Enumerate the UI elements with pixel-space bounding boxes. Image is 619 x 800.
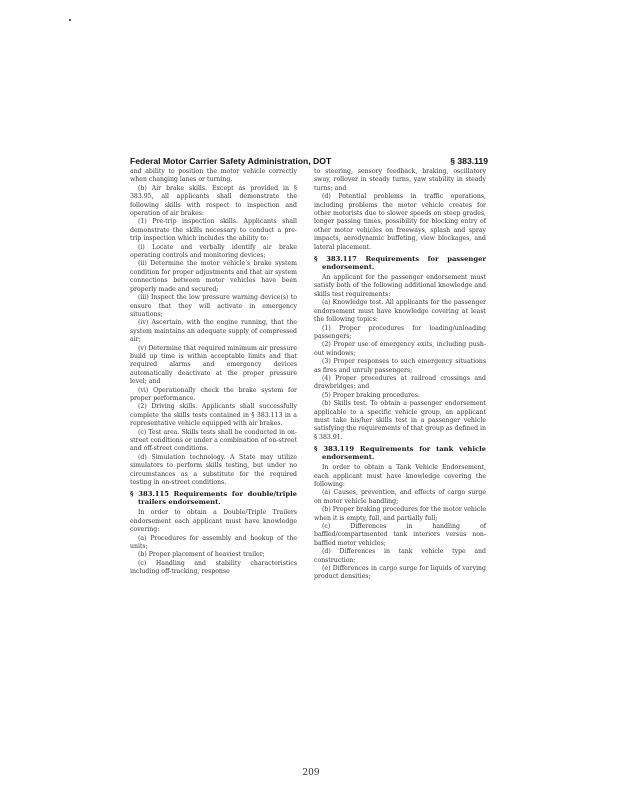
paragraph: (d) Differences in tank vehicle type and construction;: [314, 548, 486, 564]
paragraph: (a) Causes, prevention, and effects of cargo surge on motor vehicle handling;: [314, 489, 486, 505]
paragraph: (iv) Ascertain, with the engine running, that the system maintains an adequate supply of compressed air;: [130, 319, 297, 344]
paragraph: (c) Differences in handling of baffled/compartmented tank interiors versus non-baffled motor vehicles;: [314, 523, 486, 547]
paragraph: (ii) Determine the motor vehicle's brake system condition for proper adjustments and that air system connections between motor vehicles have been properly made and secured;: [130, 260, 297, 293]
paragraph: (b) Skills test. To obtain a passenger endorsement applicable to a specific vehicle group, an applicant must take his/her skills test in a passenger vehicle satisfying the requirements of that group as defined in § 383.91.: [314, 400, 486, 441]
left-column: [130, 168, 297, 577]
paragraph: (b) Air brake skills. Except as provided in § 383.95, all applicants shall demonstrate the following skills with respect to inspection and operation of air brakes:: [130, 184, 297, 218]
paragraph: (v) Determine that required minimum air pressure build up time is within acceptable limits and that required alarms and emergency devices automatically deactivate at the proper pressure level; and: [130, 344, 297, 386]
paragraph: (d) Potential problems in traffic operations, including problems the motor vehicle creates for other motorists due to slower speeds on steep grades, longer passing times, possibility for blocking entry of other motor vehicles on freeways, splash and spray impacts, aerodynamic buffeting, view blockages, and lateral placement.: [314, 193, 486, 251]
section-heading: § 383.119 Requirements for tank vehicle endorsement.: [314, 445, 486, 462]
paragraph: (a) Procedures for assembly and hookup of the units;: [130, 534, 297, 551]
page-number: 209: [302, 768, 320, 778]
paragraph: (e) Differences in cargo surge for liquids of varying product densities;: [314, 565, 486, 581]
header-agency: Federal Motor Carrier Safety Administration, DOT: [130, 156, 332, 166]
paragraph: An applicant for the passenger endorsement must satisfy both of the following additional knowledge and skills test requirements:: [314, 274, 486, 298]
paragraph: to steering, sensory feedback, braking, oscillatory sway, rollover in steady turns, yaw stability in steady turns; and: [314, 168, 486, 192]
paragraph: (b) Proper braking procedures for the motor vehicle when it is empty, full, and partially full;: [314, 506, 486, 522]
paragraph: (iii) Inspect the low pressure warning device(s) to ensure that they will activate in emergency situations;: [130, 294, 297, 318]
scan-speck: [69, 19, 71, 21]
paragraph: (1) Proper procedures for loading/unloading passengers;: [314, 324, 486, 340]
paragraph: (b) Proper placement of heaviest trailer;: [138, 551, 265, 559]
paragraph: (a) Knowledge test. All applicants for the passenger endorsement must have knowledge covering at least the following topics:: [314, 299, 486, 324]
paragraph: (1) Pre-trip inspection skills. Applicants shall demonstrate the skills necessary to conduct a pre-trip inspection which includes the ability to:: [130, 218, 297, 243]
paragraph: (vi) Operationally check the brake system for proper performance.: [130, 386, 297, 402]
paragraph: In order to obtain a Double/Triple Trailers endorsement each applicant must have knowledge covering:: [130, 509, 297, 534]
paragraph: and ability to position the motor vehicle correctly when changing lanes or turning.: [130, 168, 297, 184]
header-section: § 383.119: [450, 156, 488, 166]
paragraph: (d) Simulation technology. A State may utilize simulators to perform skills testing, but under no circumstances as a substitute for the required testing in on-street conditions.: [130, 453, 297, 487]
paragraph: (i) Locate and verbally identify air brake operating controls and monitoring devices;: [130, 243, 297, 260]
right-column: [314, 168, 486, 582]
paragraph: (2) Proper use of emergency exits, including push-out windows;: [314, 341, 486, 357]
paragraph: (c) Test area. Skills tests shall be conducted in on-street conditions or under a combination of on-street and off-street conditions.: [130, 428, 297, 453]
paragraph: In order to obtain a Tank Vehicle Endorsement, each applicant must have knowledge covering the following:: [314, 464, 486, 488]
paragraph: (3) Proper responses to such emergency situations as fires and unruly passengers;: [314, 358, 486, 374]
paragraph: (4) Proper procedures at railroad crossings and drawbridges; and: [314, 374, 486, 391]
section-heading: § 383.115 Requirements for double/triple trailers endorsement.: [130, 490, 297, 507]
paragraph: (2) Driving skills. Applicants shall successfully complete the skills tests contained in § 383.113 in a representative vehicle equipped with air brakes.: [130, 403, 297, 428]
paragraph: (c) Handling and stability characteristics including off-tracking, response: [130, 559, 297, 576]
paragraph: (5) Proper braking procedures.: [322, 391, 420, 399]
section-heading: § 383.117 Requirements for passenger endorsement.: [314, 255, 486, 272]
